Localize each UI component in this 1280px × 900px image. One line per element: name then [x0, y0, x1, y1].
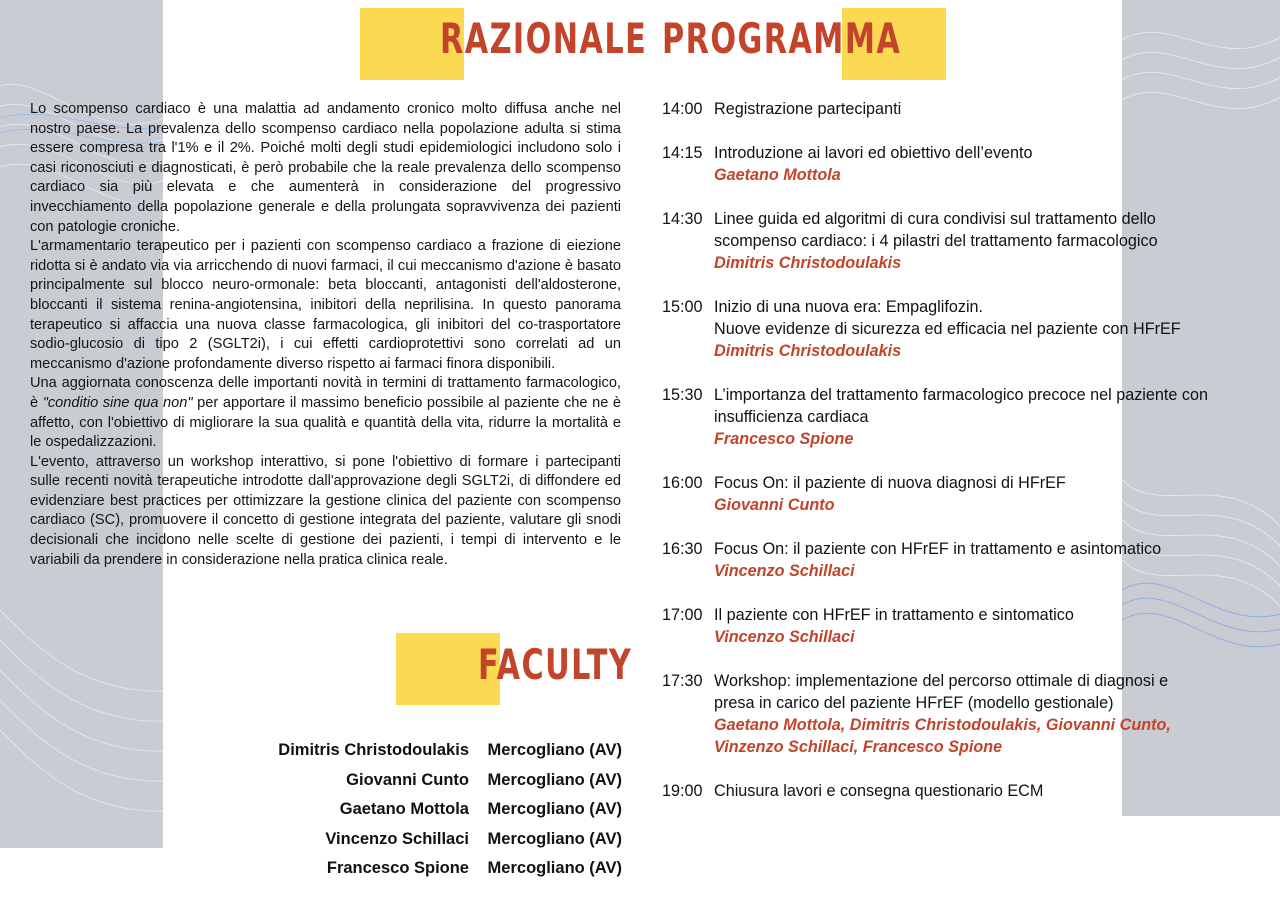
heading-razionale: RAZIONALE	[440, 14, 648, 63]
heading-programma: PROGRAMMA	[662, 14, 902, 63]
program-title-line: Workshop: implementazione del percorso ottimale di diagnosi e	[714, 672, 1169, 690]
program-title-line: Introduzione ai lavori ed obiettivo dell’evento	[714, 144, 1033, 162]
faculty-row	[200, 827, 622, 857]
rationale-paragraph: L'armamentario terapeutico per i pazienti con scompenso cardiaco a frazione di eiezione ridotta si è andato via via arricchendo di nuovi farmaci, il cui meccanismo d'azione è basato principalmente sul blocco neuro-ormonale: beta bloccanti, antagonisti dell'aldosterone, bloccanti il sistema renina-angiotensina, inibitori della neprilisina. In questo panorama terapeutico si affaccia una nuova classe farmacologica, gli inibitori del co-trasportatore sodio-glucosio di tipo 2 (SGLT2i), i cui effetti cardioprotettivi sono correlati ad un meccanismo d'azione profondamente diverso rispetto ai farmaci finora disponibili.	[30, 238, 621, 372]
heading-faculty: FACULTY	[478, 640, 633, 689]
rationale-paragraph: L'evento, attraverso un workshop interattivo, si pone l'obiettivo di formare i partecipanti sulle recenti novità terapeutiche introdotte dall'approvazione degli SGLT2i, di diffondere ed evidenziare best practices per ottimizzare la gestione clinica del paziente con scompenso cardiaco (SC), promuovere il concetto di gestione integrata del paziente, valutare gli snodi decisionali che incidono nelle scelte di gestione dei pazienti, i tempi di intervento e le variabili da prendere in considerazione nella pratica clinica reale.	[30, 453, 621, 568]
program-item	[662, 538, 1252, 582]
program-title-line: scompenso cardiaco: i 4 pilastri del trattamento farmacologico	[714, 232, 1158, 250]
rationale-text-fragment: Una aggiornata conoscenza delle importanti novità in termini di trattamento farmacologico, è	[30, 375, 621, 411]
program-speaker: Gaetano Mottola, Dimitris Christodoulakis, Giovanni Cunto,	[714, 716, 1171, 734]
program-item	[662, 670, 1252, 758]
program-title-line: Il paziente con HFrEF in trattamento e sintomatico	[714, 606, 1074, 624]
faculty-name: Gaetano Mottola	[339, 800, 469, 818]
program-speaker: Francesco Spione	[714, 430, 854, 448]
program-title-line: Inizio di una nuova era: Empaglifozin.	[714, 298, 984, 316]
program-body	[714, 98, 1252, 120]
program-item	[662, 208, 1252, 274]
program-title-line: Registrazione partecipanti	[714, 100, 902, 118]
program-time: 14:15	[662, 144, 703, 162]
program-title-line: Focus On: il paziente con HFrEF in trattamento e asintomatico	[714, 540, 1162, 558]
program-title-line: Chiusura lavori e consegna questionario ECM	[714, 782, 1044, 800]
program-item	[662, 142, 1252, 186]
program-body	[714, 296, 1252, 362]
rationale-paragraph: Lo scompenso cardiaco è una malattia ad andamento cronico molto diffusa anche nel nostro paese. La prevalenza dello scompenso cardiaco nella popolazione adulta si stima essere compresa tra l'1% e il 2%. Poiché molti degli studi epidemiologici includono solo i casi riconosciuti e diagnosticati, è però probabile che la reale prevalenza dello scompenso cardiaco sia più elevata e che aumenterà in considerazione del progressivo invecchiamento della popolazione generale e della prolungata sopravvivenza dei pazienti con patologie croniche.	[30, 101, 621, 235]
program-item	[662, 780, 1252, 802]
faculty-city: Mercogliano (AV)	[487, 829, 622, 848]
program-body	[714, 538, 1252, 582]
faculty-row	[200, 738, 622, 768]
program-time: 15:30	[662, 386, 703, 404]
program-item	[662, 98, 1252, 120]
program-item	[662, 384, 1252, 450]
program-title-line: Focus On: il paziente di nuova diagnosi di HFrEF	[714, 474, 1066, 492]
faculty-name: Francesco Spione	[326, 859, 469, 877]
program-speaker: Giovanni Cunto	[714, 496, 835, 514]
program-time: 17:00	[662, 606, 703, 624]
faculty-list	[200, 738, 622, 886]
faculty-name: Dimitris Christodoulakis	[278, 741, 469, 759]
program-speaker: Gaetano Mottola	[714, 166, 841, 184]
program-time: 17:30	[662, 672, 703, 690]
program-body	[714, 208, 1252, 274]
program-time: 19:00	[662, 782, 703, 800]
faculty-city: Mercogliano (AV)	[487, 859, 622, 877]
rationale-italic-quote: "conditio sine qua non"	[42, 394, 193, 411]
program-speaker: Vinzenzo Schillaci, Francesco Spione	[714, 738, 1003, 756]
program-body	[714, 384, 1252, 450]
program-title-line: L’importanza del trattamento farmacologico precoce nel paziente con	[714, 386, 1209, 404]
program-body	[714, 604, 1252, 648]
rationale-text-fragment: per apportare il massimo beneficio possibile al paziente che ne è affetto, con l'obiettivo di migliorare la sua qualità e quantità della vita, ridurre la mortalità e le ospedalizzazioni.	[30, 394, 622, 451]
program-time: 16:30	[662, 540, 703, 558]
faculty-row	[200, 768, 622, 798]
program-title-line: Nuove evidenze di sicurezza ed efficacia nel paziente con HFrEF	[714, 320, 1181, 338]
program-time: 15:00	[662, 298, 703, 316]
faculty-name: Giovanni Cunto	[346, 770, 469, 789]
faculty-name: Vincenzo Schillaci	[325, 829, 469, 848]
faculty-city: Mercogliano (AV)	[487, 741, 622, 759]
faculty-row	[200, 797, 622, 827]
faculty-row	[200, 856, 622, 886]
program-item	[662, 296, 1252, 362]
program-body	[714, 670, 1252, 758]
program-title-line: insufficienza cardiaca	[714, 408, 869, 426]
program-title-line: Linee guida ed algoritmi di cura condivisi sul trattamento dello	[714, 210, 1156, 228]
program-time: 16:00	[662, 474, 703, 492]
rationale-paragraph	[30, 374, 621, 452]
program-speaker: Vincenzo Schillaci	[714, 628, 855, 646]
faculty-city: Mercogliano (AV)	[487, 770, 622, 789]
program-body	[714, 142, 1252, 186]
program-body	[714, 472, 1252, 516]
program-speaker: Vincenzo Schillaci	[714, 562, 855, 580]
program-speaker: Dimitris Christodoulakis	[714, 342, 902, 360]
program-title-line: presa in carico del paziente HFrEF (modello gestionale)	[714, 694, 1114, 712]
rationale-text	[30, 100, 621, 570]
program-schedule	[662, 98, 1252, 802]
program-item	[662, 472, 1252, 516]
program-item	[662, 604, 1252, 648]
program-time: 14:00	[662, 100, 703, 118]
program-time: 14:30	[662, 210, 703, 228]
faculty-city: Mercogliano (AV)	[487, 800, 622, 818]
program-body	[714, 780, 1252, 802]
program-speaker: Dimitris Christodoulakis	[714, 254, 902, 272]
